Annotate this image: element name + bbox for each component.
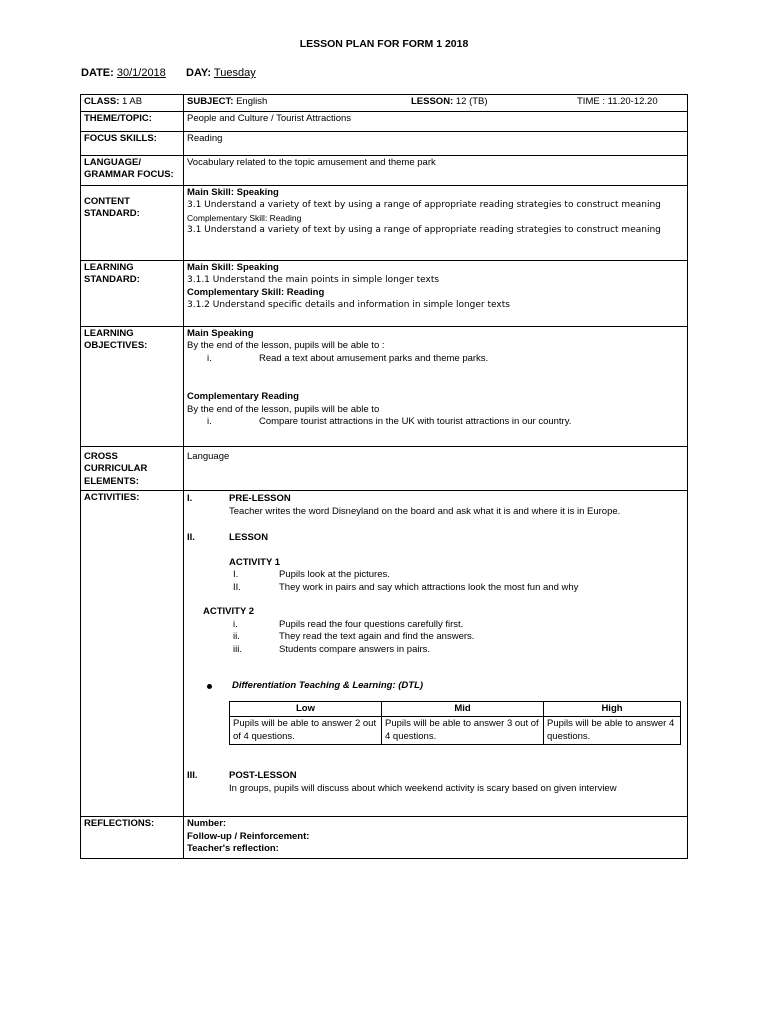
bullet-icon bbox=[207, 684, 212, 689]
subject-value: English bbox=[236, 96, 268, 107]
activity-2-head: ACTIVITY 2 bbox=[203, 606, 255, 617]
lesson-plan-table bbox=[80, 94, 688, 859]
content-label: CONTENT STANDARD: bbox=[81, 185, 184, 260]
activities-cell bbox=[184, 491, 688, 817]
obj-comp-head: Complementary Reading bbox=[187, 391, 299, 402]
grammar-value: Vocabulary related to the topic amusement and theme park bbox=[184, 155, 688, 185]
reflections-row bbox=[81, 817, 688, 859]
theme-label: THEME/TOPIC: bbox=[81, 111, 184, 131]
dtl-heading: Differentiation Teaching & Learning: (DTL) bbox=[207, 680, 684, 693]
pre-lesson-text: Teacher writes the word Disneyland on the board and ask what it is and where it is in Europe. bbox=[229, 505, 621, 517]
theme-row bbox=[81, 111, 688, 131]
theme-value: People and Culture / Tourist Attractions bbox=[184, 111, 688, 131]
focus-label: FOCUS SKILLS: bbox=[81, 131, 184, 155]
dtl-cell-low: Pupils will be able to answer 2 out of 4 questions. bbox=[230, 717, 382, 745]
activities-label: ACTIVITIES: bbox=[81, 491, 184, 817]
lesson-label: LESSON: bbox=[411, 96, 454, 107]
activity-1-head: ACTIVITY 1 bbox=[229, 556, 281, 568]
focus-row bbox=[81, 131, 688, 155]
dtl-header-low: Low bbox=[230, 701, 382, 717]
day-field bbox=[186, 67, 256, 79]
time-value: TIME : 11.20-12.20 bbox=[577, 96, 658, 107]
class-label: CLASS: bbox=[84, 96, 120, 107]
day-value: Tuesday bbox=[213, 67, 256, 79]
dtl-cell-high: Pupils will be able to answer 4 questions. bbox=[544, 717, 681, 745]
cross-value: Language bbox=[184, 446, 688, 491]
reflections-cell bbox=[184, 817, 688, 859]
dtl-header-high: High bbox=[544, 701, 681, 717]
date-line bbox=[81, 67, 256, 79]
class-row bbox=[81, 95, 688, 112]
reflection-teacher: Teacher's reflection: bbox=[187, 843, 279, 854]
content-comp-skill: Complementary Skill: Reading bbox=[187, 212, 302, 223]
activity-2-item: i. Pupils read the four questions carefully first. bbox=[233, 618, 464, 630]
reflection-followup: Follow-up / Reinforcement: bbox=[187, 830, 310, 842]
cross-row bbox=[81, 446, 688, 491]
post-lesson-text: In groups, pupils will discuss about which weekend activity is scary based on given interview bbox=[229, 782, 617, 794]
subject-label: SUBJECT: bbox=[187, 96, 234, 107]
learning-standard-cell bbox=[184, 260, 688, 326]
focus-value: Reading bbox=[184, 131, 688, 155]
content-row bbox=[81, 185, 688, 260]
ls-main-text: 3.1.1 Understand the main points in simple longer texts bbox=[187, 275, 440, 285]
dtl-table bbox=[229, 701, 681, 746]
ls-comp-skill: Complementary Skill: Reading bbox=[187, 286, 325, 298]
activity-1-item: I. Pupils look at the pictures. bbox=[233, 569, 390, 580]
grammar-label: LANGUAGE/ GRAMMAR FOCUS: bbox=[81, 155, 184, 185]
learning-standard-row bbox=[81, 260, 688, 326]
ls-main-skill: Main Skill: Speaking bbox=[187, 261, 279, 273]
cross-label: CROSS CURRICULAR ELEMENTS: bbox=[81, 446, 184, 491]
obj-main-intro: By the end of the lesson, pupils will be able to : bbox=[187, 340, 385, 351]
post-lesson-head: III. POST-LESSON bbox=[187, 770, 297, 781]
obj-comp-intro: By the end of the lesson, pupils will be able to bbox=[187, 403, 380, 415]
date-label: DATE: bbox=[81, 67, 114, 79]
activity-2-item: ii. They read the text again and find the answers. bbox=[233, 631, 475, 642]
content-cell bbox=[184, 185, 688, 260]
lesson-head: II. LESSON bbox=[187, 532, 269, 543]
lesson-value: 12 (TB) bbox=[455, 96, 488, 107]
content-comp-text: 3.1 Understand a variety of text by using a range of appropriate reading strategies to construct meaning bbox=[187, 225, 661, 235]
ls-comp-text: 3.1.2 Understand specific details and information in simple longer texts bbox=[187, 300, 510, 310]
learning-standard-label: LEARNING STANDARD: bbox=[81, 260, 184, 326]
class-value: 1 AB bbox=[122, 96, 143, 107]
pre-lesson-head: I. PRE-LESSON bbox=[187, 493, 291, 504]
day-label: DAY: bbox=[186, 67, 212, 79]
objectives-cell bbox=[184, 326, 688, 446]
activity-1-item: II. They work in pairs and say which attractions look the most fun and why bbox=[233, 581, 579, 593]
class-cell bbox=[81, 95, 184, 112]
content-main-skill: Main Skill: Speaking bbox=[187, 186, 279, 198]
page-title: LESSON PLAN FOR FORM 1 2018 bbox=[299, 38, 469, 50]
content-main-text: 3.1 Understand a variety of text by using a range of appropriate reading strategies to construct meaning bbox=[187, 200, 661, 210]
obj-main-head: Main Speaking bbox=[187, 327, 254, 339]
dtl-cell-mid: Pupils will be able to answer 3 out of 4 questions. bbox=[382, 717, 544, 745]
reflection-number: Number: bbox=[187, 818, 227, 829]
activities-row bbox=[81, 491, 688, 817]
dtl-header-mid: Mid bbox=[382, 701, 544, 717]
date-value: 30/1/2018 bbox=[116, 67, 166, 79]
header-cell bbox=[184, 95, 688, 112]
activity-2-item: iii. Students compare answers in pairs. bbox=[233, 643, 431, 655]
obj-main-item: i. Read a text about amusement parks and theme parks. bbox=[207, 352, 489, 364]
objectives-label: LEARNING OBJECTIVES: bbox=[81, 326, 184, 446]
obj-comp-item: i. Compare tourist attractions in the UK with tourist attractions in our country. bbox=[207, 416, 572, 427]
objectives-row bbox=[81, 326, 688, 446]
grammar-row bbox=[81, 155, 688, 185]
reflections-label: REFLECTIONS: bbox=[81, 817, 184, 859]
